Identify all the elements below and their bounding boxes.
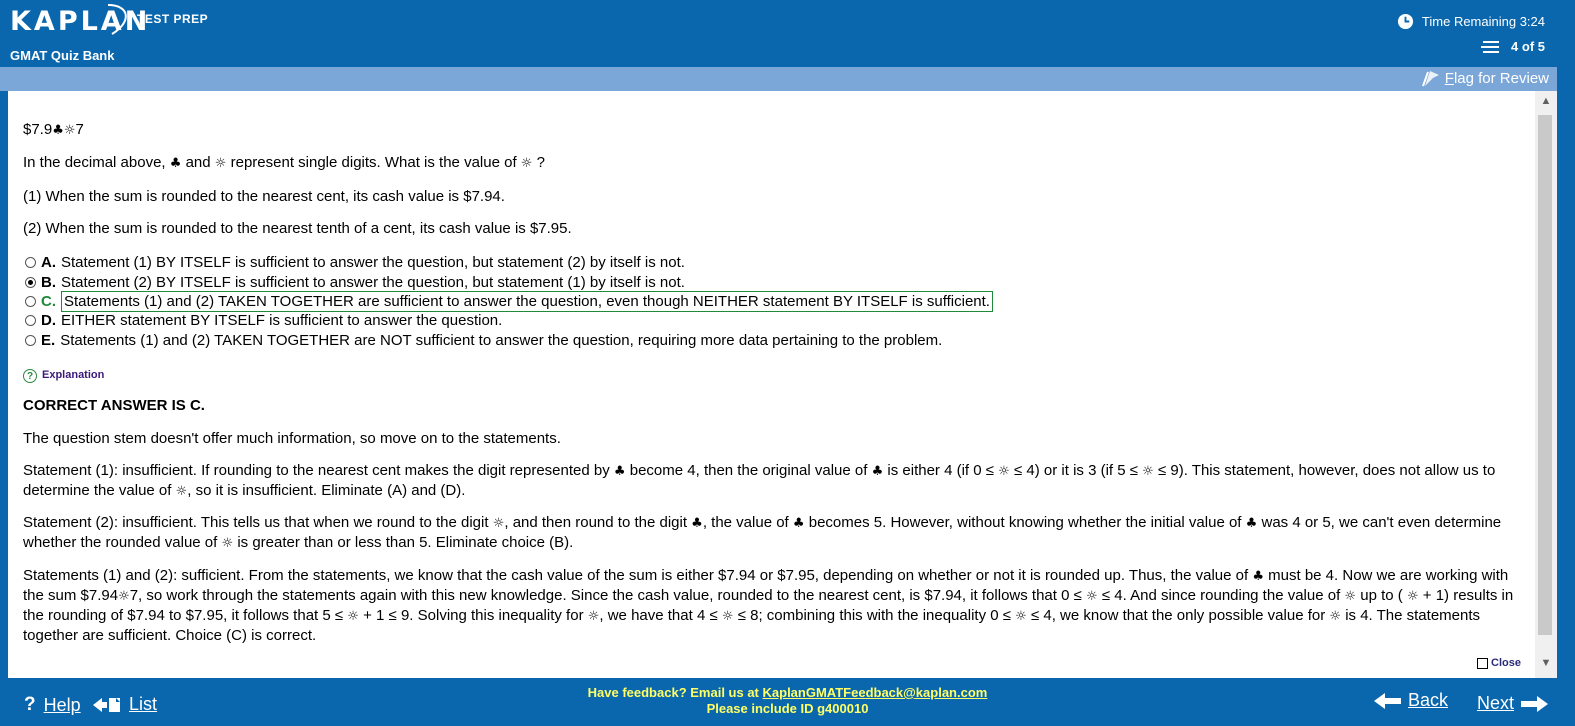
explanation-toggle[interactable] <box>23 366 104 385</box>
stem-text: In the decimal above, <box>23 154 166 171</box>
statement-1: (1) When the sum is rounded to the nearest cent, its cash value is $7.94. <box>23 188 505 205</box>
sun-symbol: ☼ <box>63 123 76 138</box>
choice-letter: C. <box>41 292 56 310</box>
explanation-paragraph-2: Statement (1): insufficient. If rounding to the nearest cent makes the digit represented by ♣ become 4, then the original value of ♣ is either 4 (if 0 ≤ ☼ ≤ 4) or it is 3 (if 5 ≤ ☼ ≤ 9). This statement, however, does not allow us to determine the value of ☼, so it is insufficient. Eliminate (A) and (D). <box>23 462 1496 499</box>
feedback-text: Have feedback? Email us at <box>587 685 759 700</box>
scroll-up-icon[interactable]: ▲ <box>1540 95 1552 107</box>
answer-choices <box>25 253 993 350</box>
choice-text-correct: Statements (1) and (2) TAKEN TOGETHER are sufficient to answer the question, even though NEITHER statement BY ITSELF is sufficient. <box>61 291 993 312</box>
choice-c-radio[interactable] <box>25 296 36 307</box>
stem-text: and <box>185 154 211 171</box>
statement-2: (2) When the sum is rounded to the nearest tenth of a cent, its cash value is $7.95. <box>23 220 572 237</box>
stem-text: represent single digits. What is the value of <box>230 154 517 171</box>
kaplan-logo: KAPLAN <box>10 6 151 37</box>
flag-for-review-button[interactable] <box>1421 69 1549 87</box>
choice-text: Statement (2) BY ITSELF is sufficient to answer the question, but statement (1) by itself is not. <box>61 273 685 291</box>
window-edge <box>1557 67 1575 678</box>
flag-label-accesskey: F <box>1444 69 1454 87</box>
list-label: List <box>129 694 158 714</box>
question-stem <box>23 153 545 173</box>
arrow-left-icon <box>1374 692 1402 710</box>
decimal-suffix: 7 <box>75 121 84 138</box>
choice-e[interactable] <box>25 331 993 350</box>
vertical-scrollbar[interactable] <box>1535 91 1557 678</box>
club-symbol: ♣ <box>169 156 182 171</box>
choice-c[interactable] <box>25 292 993 311</box>
app-name: GMAT Quiz Bank <box>10 48 115 63</box>
choice-e-radio[interactable] <box>25 335 36 346</box>
feedback-notice <box>0 685 1575 717</box>
choice-d-radio[interactable] <box>25 315 36 326</box>
help-icon: ? <box>24 694 36 715</box>
choice-a[interactable] <box>25 253 993 272</box>
back-button[interactable] <box>1374 690 1448 711</box>
choice-letter: B. <box>41 273 56 291</box>
progress-text: 4 of 5 <box>1511 39 1545 54</box>
flag-label: lag for Review <box>1453 69 1549 87</box>
choice-letter: D. <box>41 312 56 330</box>
time-remaining <box>1397 13 1545 30</box>
clock-icon <box>1397 13 1414 30</box>
feedback-id: Please include ID g400010 <box>706 701 869 716</box>
app-footer <box>0 678 1575 726</box>
logo-tagline: TEST PREP <box>137 12 209 26</box>
choice-text: Statements (1) and (2) TAKEN TOGETHER are NOT sufficient to answer the question, requiring more data pertaining to the problem. <box>60 331 943 349</box>
timer-text: Time Remaining 3:24 <box>1421 14 1545 29</box>
explanation-paragraph-1: The question stem doesn't offer much information, so move on to the statements. <box>23 430 561 447</box>
scroll-down-icon[interactable]: ▼ <box>1540 657 1552 669</box>
close-label: Close <box>1491 657 1521 669</box>
choice-text: Statement (1) BY ITSELF is sufficient to answer the question, but statement (2) by itself is not. <box>61 254 685 272</box>
close-checkbox[interactable] <box>1477 658 1488 669</box>
question-list-icon <box>1481 40 1501 54</box>
question-panel <box>8 91 1535 678</box>
decimal-prefix: $7.9 <box>23 121 53 138</box>
next-label: Next <box>1477 693 1515 713</box>
flag-icon <box>1421 69 1441 87</box>
choice-b-radio[interactable] <box>25 277 36 288</box>
back-label: Back <box>1408 690 1449 710</box>
choice-d[interactable] <box>25 311 993 330</box>
app-header <box>0 0 1575 67</box>
help-circle-icon: ? <box>23 369 37 383</box>
choice-a-radio[interactable] <box>25 257 36 268</box>
explanation-label: Explanation <box>42 369 105 381</box>
explanation-paragraph-4: Statements (1) and (2): sufficient. From the statements, we know that the cash value of the sum is either $7.94 or $7.95, depending on whether or not it is rounded up. Thus, the value of ♣ must be 4. Now we are working with the sum $7.94☼7, so work through the statements again with this new knowledge. Since the cash value, rounded to the nearest cent, is $7.94, it follows that 0 ≤ ☼ ≤ 4. And since rounding the value of ☼ up to ( ☼ + 1) results in the rounding of $7.94 to $7.95, it follows that 5 ≤ ☼ + 1 ≤ 9. Solving this inequality for ☼, we have that 4 ≤ ☼ ≤ 8; combining this with the inequality 0 ≤ ☼ ≤ 4, we know that the only possible value for ☼ is 4. The statements together are sufficient. Choice (C) is correct. <box>23 567 1514 644</box>
question-progress[interactable] <box>1481 39 1545 54</box>
sun-symbol: ☼ <box>520 156 533 171</box>
stem-text: ? <box>536 154 545 171</box>
arrow-right-icon <box>1520 695 1548 713</box>
sun-symbol: ☼ <box>214 156 227 171</box>
help-label: Help <box>43 694 81 715</box>
club-symbol: ♣ <box>52 123 64 138</box>
scrollbar-thumb[interactable] <box>1538 115 1552 635</box>
choice-letter: A. <box>41 254 56 272</box>
flag-toolbar <box>0 67 1557 91</box>
next-button[interactable] <box>1477 693 1548 714</box>
choice-text: EITHER statement BY ITSELF is sufficient to answer the question. <box>61 312 503 330</box>
feedback-email-link[interactable]: KaplanGMATFeedback@kaplan.com <box>762 685 988 700</box>
close-explanation-button[interactable] <box>1477 654 1521 673</box>
explanation-paragraph-3: Statement (2): insufficient. This tells us that when we round to the digit ☼, and then round to the digit ♣, the value of ♣ becomes 5. However, without knowing whether the initial value of ♣ was 4 or 5, we can't even determine whether the rounded value of ☼ is greater than or less than 5. Eliminate choice (B). <box>23 514 1502 551</box>
choice-letter: E. <box>41 331 56 349</box>
decimal-expression <box>23 120 84 140</box>
choice-b[interactable] <box>25 272 993 291</box>
correct-answer-heading: CORRECT ANSWER IS C. <box>23 397 205 414</box>
